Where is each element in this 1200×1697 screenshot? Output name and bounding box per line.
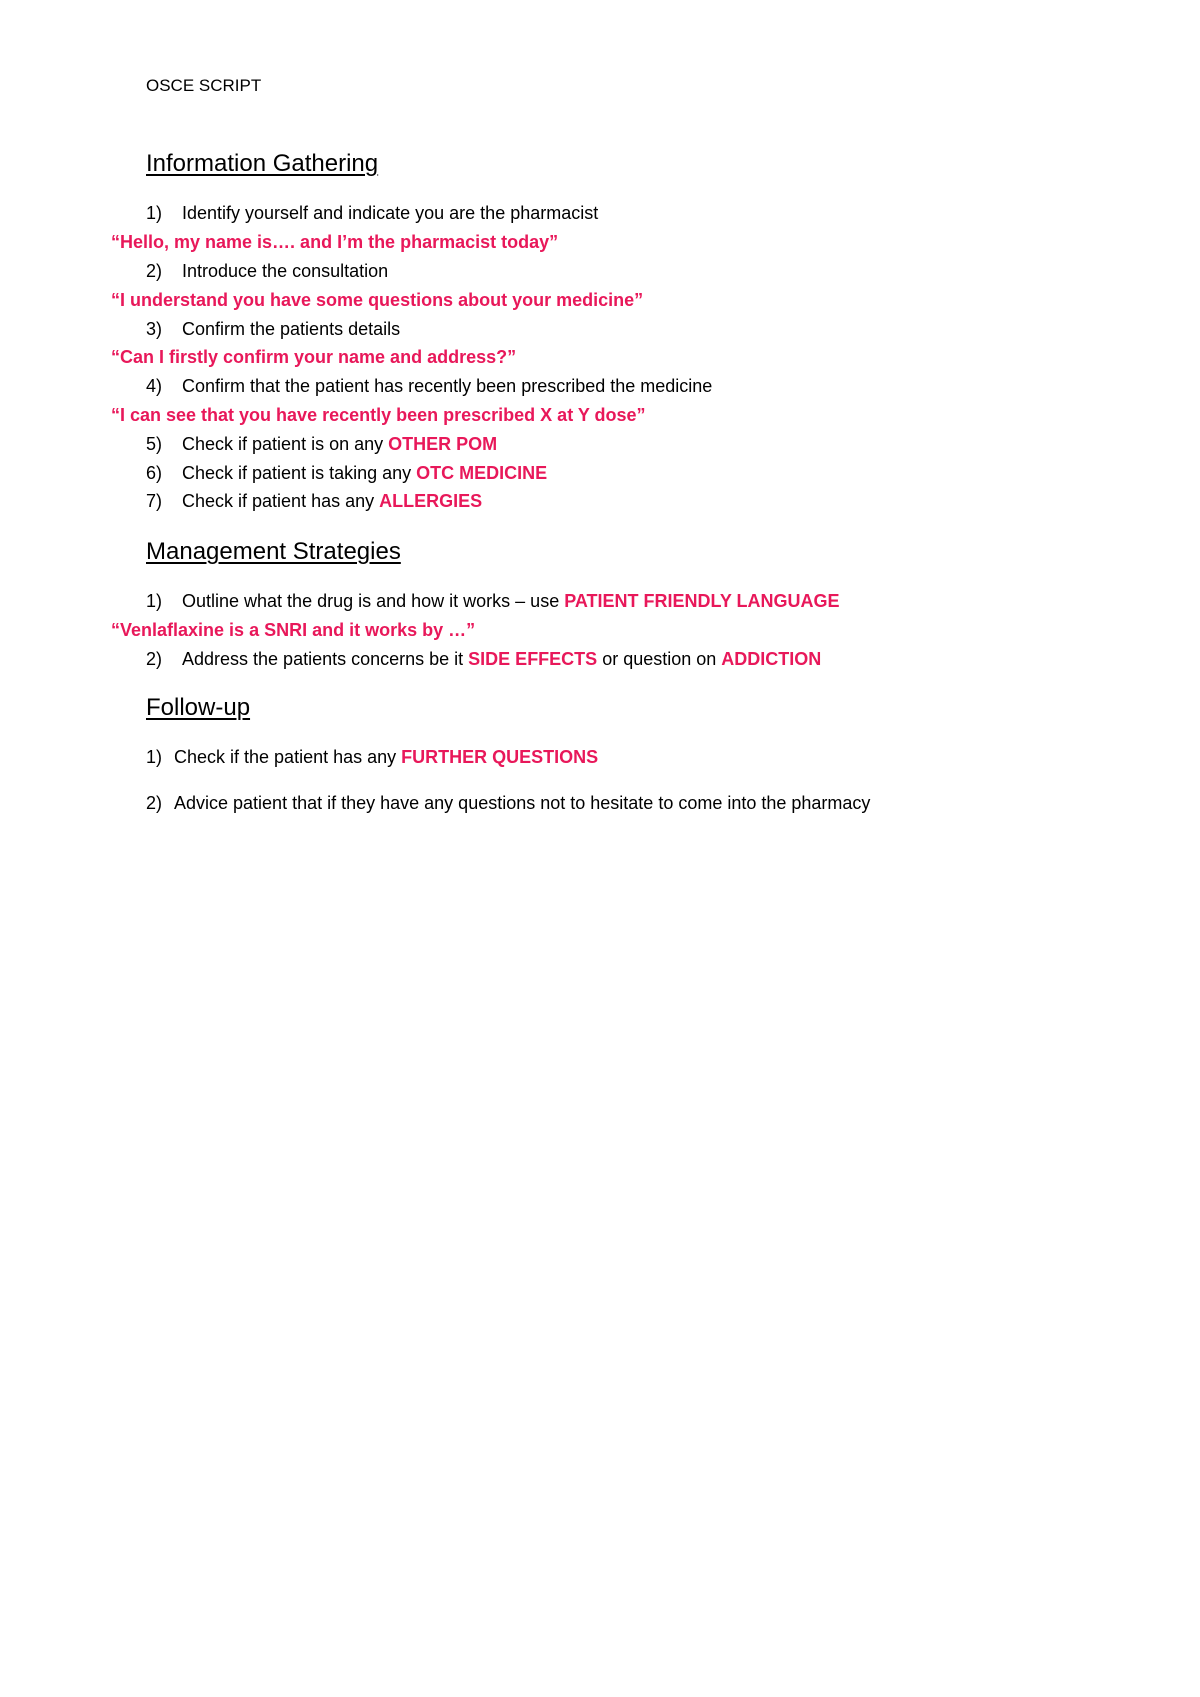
list-item bbox=[146, 590, 840, 612]
list-text: Check if the patient has any bbox=[174, 747, 402, 767]
list-item bbox=[146, 318, 400, 340]
list-number: 3) bbox=[146, 319, 163, 339]
list-text: Advice patient that if they have any questions not to hesitate to come into the pharmacy bbox=[174, 793, 871, 813]
quote-line: “I understand you have some questions about your medicine” bbox=[111, 290, 644, 310]
section-heading-information-gathering: Information Gathering bbox=[146, 150, 379, 177]
list-item bbox=[146, 648, 821, 670]
list-item bbox=[146, 792, 870, 814]
list-text: Check if patient is on any bbox=[182, 434, 389, 454]
list-number: 1) bbox=[146, 591, 163, 611]
list-item bbox=[146, 375, 712, 397]
highlight-text: FURTHER QUESTIONS bbox=[401, 747, 599, 767]
list-number: 1) bbox=[146, 203, 163, 223]
list-text: Identify yourself and indicate you are the pharmacist bbox=[182, 203, 599, 223]
highlight-text: ALLERGIES bbox=[379, 491, 483, 511]
list-number: 5) bbox=[146, 434, 163, 454]
list-number: 1) bbox=[146, 747, 163, 767]
highlight-text: OTC MEDICINE bbox=[416, 463, 548, 483]
section-heading-management-strategies: Management Strategies bbox=[146, 538, 401, 565]
list-number: 6) bbox=[146, 463, 163, 483]
list-text: Outline what the drug is and how it works – use bbox=[182, 591, 565, 611]
highlight-text: SIDE EFFECTS bbox=[468, 649, 598, 669]
document-title: OSCE SCRIPT bbox=[146, 76, 262, 95]
list-number: 7) bbox=[146, 491, 163, 511]
list-item bbox=[146, 433, 497, 455]
list-item bbox=[146, 462, 547, 484]
section-heading-follow-up: Follow-up bbox=[146, 694, 251, 721]
highlight-text: ADDICTION bbox=[721, 649, 822, 669]
list-text: Introduce the consultation bbox=[182, 261, 389, 281]
list-number: 2) bbox=[146, 793, 163, 813]
list-number: 2) bbox=[146, 261, 163, 281]
list-item bbox=[146, 260, 388, 282]
quote-line: “Hello, my name is…. and I’m the pharmacist today” bbox=[111, 232, 559, 252]
list-text: Confirm the patients details bbox=[182, 319, 401, 339]
list-text: Address the patients concerns be it bbox=[182, 649, 469, 669]
highlight-text: PATIENT FRIENDLY LANGUAGE bbox=[564, 591, 840, 611]
list-text: Confirm that the patient has recently been prescribed the medicine bbox=[182, 376, 713, 396]
quote-line: “Venlaflaxine is a SNRI and it works by …” bbox=[111, 620, 476, 640]
list-item bbox=[146, 490, 482, 512]
list-item bbox=[146, 746, 598, 768]
list-number: 4) bbox=[146, 376, 163, 396]
highlight-text: OTHER POM bbox=[388, 434, 498, 454]
quote-line: “Can I firstly confirm your name and address?” bbox=[111, 347, 517, 367]
list-text: Check if patient has any bbox=[182, 491, 380, 511]
list-text: or question on bbox=[597, 649, 722, 669]
quote-line: “I can see that you have recently been prescribed X at Y dose” bbox=[111, 405, 646, 425]
list-text: Check if patient is taking any bbox=[182, 463, 417, 483]
list-number: 2) bbox=[146, 649, 163, 669]
list-item bbox=[146, 202, 598, 224]
